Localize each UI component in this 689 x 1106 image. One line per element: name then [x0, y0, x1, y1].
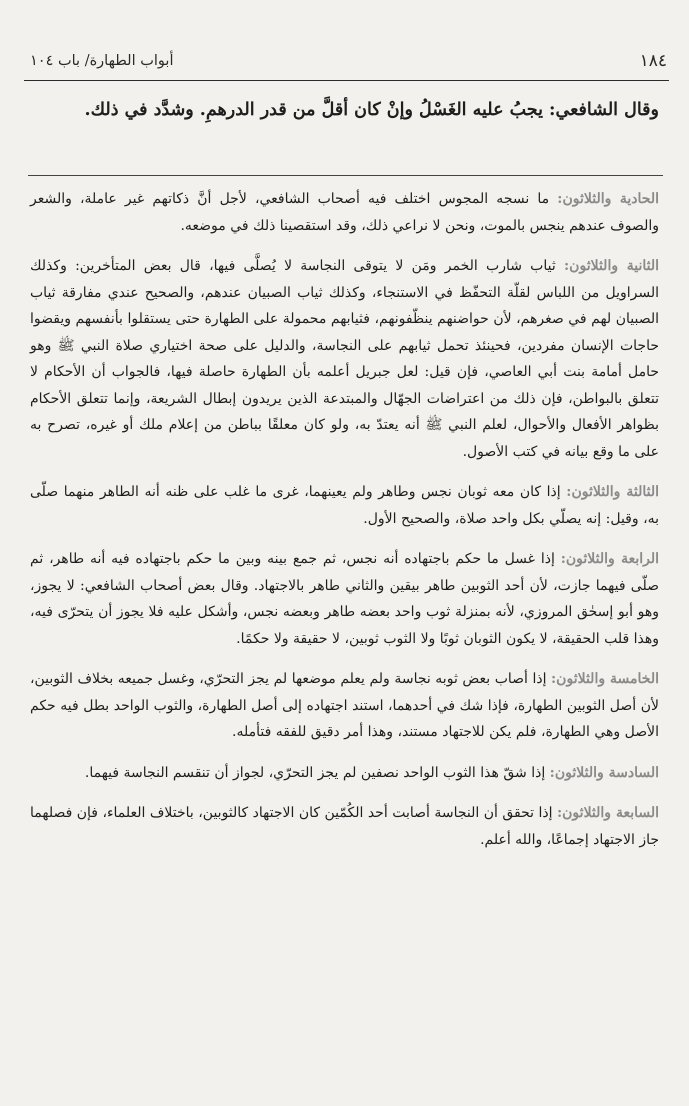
- note-text: إذا أصاب بعض ثوبه نجاسة ولم يعلم موضعها لم يجز التحرّي، وغسل جميعه بخلاف الثوبين، لأن أصل الثوبين الطهارة، فإذا شك في أحدهما، استند اجتهاده إلى أصل الطهارة، والثوب الواحد بطل فيه حكم الأصل وهي الطهارة، فلم يكن للاجتهاد مستند، وهذا أمر دقيق للفقه فتأمله.: [30, 671, 659, 740]
- note-label: الحادية والثلاثون:: [557, 191, 659, 207]
- note-35: [30, 666, 659, 746]
- running-title: أبواب الطهارة/ باب ١٠٤: [30, 53, 174, 69]
- page-header: [30, 44, 667, 78]
- note-label: السادسة والثلاثون:: [549, 764, 659, 781]
- note-37: [30, 800, 659, 853]
- note-label: السابعة والثلاثون:: [556, 805, 660, 821]
- page-number: ١٨٤: [639, 51, 667, 71]
- note-text: إذا شقّ هذا الثوب الواحد نصفين لم يجز التحرّي، لجواز أن تنقسم النجاسة فيهما.: [84, 764, 546, 781]
- note-text: إذا كان معه ثوبان نجس وطاهر ولم يعينهما، غرى ما غلب على ظنه أنه الطاهر منهما صلّى به، وقيل: إنه يصلّي بكل واحد صلاة، والصحيح الأول.: [30, 484, 659, 527]
- note-label: الثالثة والثلاثون:: [566, 484, 659, 500]
- note-label: الثانية والثلاثون:: [564, 258, 660, 274]
- notes-separator: [28, 175, 663, 176]
- notes-section: [30, 186, 659, 867]
- note-31: [30, 186, 659, 239]
- note-text: إذا غسل ما حكم باجتهاده أنه نجس، ثم جمع بينه وبين ما حكم باجتهاده فيه أنه طاهر، ثم صلّى فيهما جازت، لأن أحد الثوبين طاهر بيقين والثاني طاهر بالاجتهاد. وقال بعض أصحاب الشافعي: لا يجوز، وهو أبو إسحٰق المروزي، لأنه بمنزلة ثوب واحد بعضه طاهر وبعضه نجس، وأشكل عليه فلا يجوز أن يتحرّى فيه، وهذا قلب الحقيقة، لا يكون الثوبان ثوبًا ولا الثوب ثوبين، لا حقيقة ولا حكمًا.: [30, 551, 659, 647]
- note-label: الخامسة والثلاثون:: [551, 671, 659, 687]
- main-text: وقال الشافعي: يجبُ عليه الغَسْلُ وإنْ كان أقلَّ من قدر الدرهمِ. وشدَّد في ذلك.: [84, 100, 659, 120]
- note-text: إذا تحقق أن النجاسة أصابت أحد الكُمّين كان الاجتهاد كالثوبين، باختلاف العلماء، فإن فصلهما جاز الاجتهاد إجماعًا، والله أعلم.: [30, 805, 659, 848]
- note-text: ثياب شارب الخمر ومَن لا يتوقى النجاسة لا يُصلَّى فيها، قال بعض المتأخرين: وكذلك السراويل من اللباس لقلّة التحفّظ في الاستنجاء، وكذلك ثياب الصبيان عندهم، والصحيح عندي مفارقة ثياب الصبيان لهم في صغرهم، لأن حواضنهم ينظّفونهم، فثيابهم محمولة على الطهارة حتى يستقلوا بأنفسهم ويقضوا حاجات الإنسان مفردين، فحينئذ تحمل ثيابهم على النجاسة، والدليل على صحة اختياري صلاة النبي ﷺ وهو حامل أمامة بنت أبي العاصي، فإن قيل: لعل جبريل أعلمه بأن الطهارة حاصلة فيها، فالجواب أن الأحكام لا تتعلق بالبواطن، فإن ذلك من اعتراضات الجهّال والمبتدعة الذين يريدون إبطال الشريعة، وإنما تتعلق الأحكام بظواهر الأفعال والأحوال، لعلم النبي ﷺ أنه يعتدّ به، ولو كان معلقًا بباطن من إعلام ملك أو غيره، تصرح به على ما وقع بيانه في كتب الأصول.: [30, 258, 659, 460]
- note-36: [30, 760, 659, 787]
- note-text: ما نسجه المجوس اختلف فيه أصحاب الشافعي، لأجل أنَّ ذكاتهم غير عاملة، والشعر والصوف عندهم ينجس بالموت، ونحن لا نراعي ذلك، وقد استقصينا ذلك في موضعه.: [30, 191, 659, 234]
- note-33: [30, 479, 659, 532]
- note-label: الرابعة والثلاثون:: [560, 551, 659, 567]
- header-rule: [24, 80, 669, 81]
- note-34: [30, 546, 659, 652]
- note-32: [30, 253, 659, 465]
